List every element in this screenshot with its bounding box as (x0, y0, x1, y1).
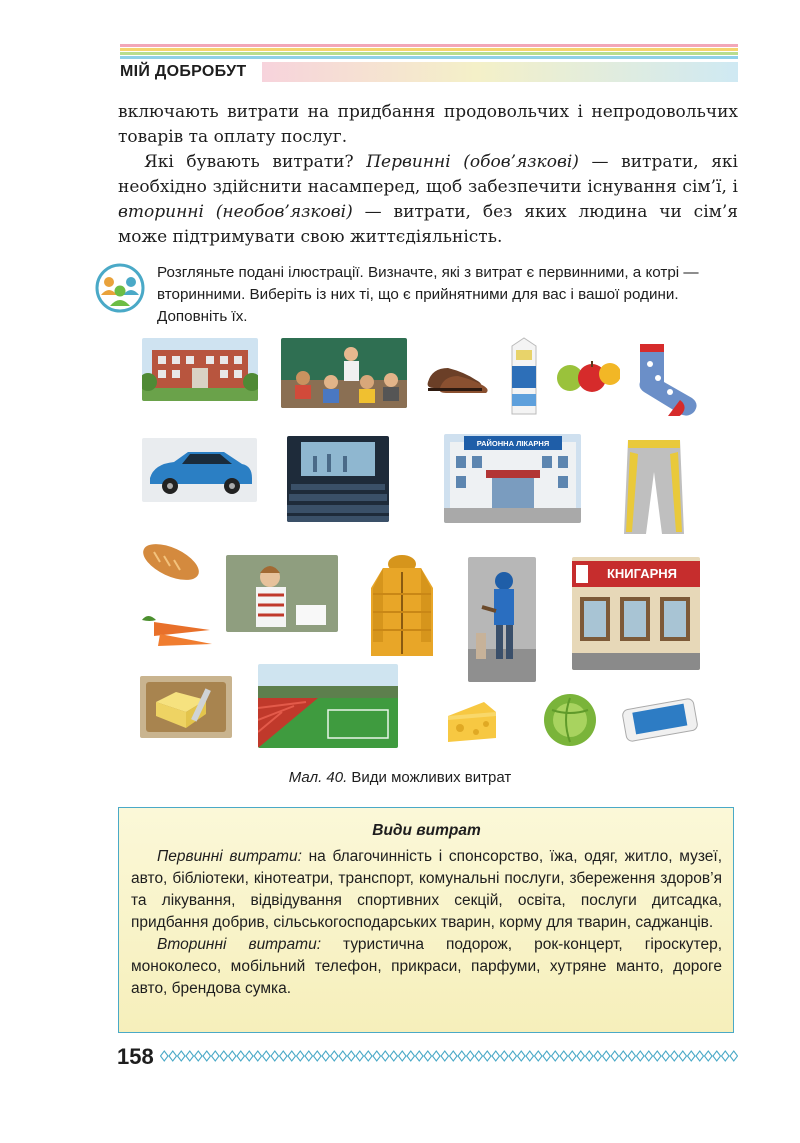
bread-image (138, 538, 204, 586)
paragraph-1: включають витрати на придбання продовольчих і непродовольчих товарів та оплату послуг. (118, 102, 738, 147)
term-primary: Первинні (обов’язкові) (366, 152, 579, 172)
primary-costs: Первинні витрати: на благочинність і спонсорство, їжа, одяг, житло, музеї, авто, бібліотеки, кінотеатри, транспорт, комунальні послуги, збереження здоров’я та лікування, відвідування спортивних секцій, освіта, послуги дитсадка, придбання добрив, сільськогосподарських тварин, корму для тварин, саджанців. (131, 848, 723, 931)
smartphone-image (620, 696, 700, 742)
section-title: МІЙ ДОБРОБУТ (120, 63, 247, 80)
butter-image (140, 676, 232, 738)
info-box-title: Види витрат (372, 822, 481, 839)
task-text: Розгляньте подані ілюстрації. Визначте, які з витрат є первинними, а котрі — вторинними. Виберіть із них ті, що є прийнятними для вас і вашої родини. Доповніть їх. (157, 264, 699, 325)
school-image (142, 338, 258, 401)
shoes-image (426, 356, 492, 398)
carrots-image (138, 610, 216, 652)
group-task-icon (94, 262, 146, 314)
milk-image (506, 336, 542, 416)
stadium-image (258, 664, 398, 748)
sweatpants-image (620, 434, 688, 540)
hospital-image (444, 434, 581, 523)
child-planting-image (468, 557, 536, 682)
secondary-costs: Вторинні витрати: туристична подорож, рок-концерт, гіроскутер, моноколесо, мобільний телефон, прикраси, парфуми, хутряне манто, дороге авто, брендова сумка. (131, 936, 722, 997)
caption-label: Мал. 40. (288, 769, 348, 786)
body-text (118, 100, 738, 250)
embroidery-image (226, 555, 338, 632)
term-secondary: вторинні (необов’язкові) (118, 202, 353, 222)
classroom-image (281, 338, 407, 408)
footer-ornament (160, 1050, 738, 1062)
cabbage-image (540, 690, 600, 748)
header-stripes (120, 44, 738, 60)
cinema-image (287, 436, 389, 522)
car-image (142, 438, 257, 502)
bookstore-image (572, 557, 700, 670)
page-number: 158 (117, 1044, 154, 1069)
bookstore-sign: КНИГАРНЯ (606, 566, 678, 581)
apples-image (556, 358, 620, 394)
hospital-sign: РАЙОННА ЛІКАРНЯ (476, 439, 550, 448)
figure-caption: Мал. 40. Види можливих витрат (288, 769, 512, 786)
paragraph-2: Які бувають витрати? Первинні (обов’язкові) — витрати, які необхідно здійснити насамперед, щоб забезпечити існування сім’ї, і вторинні (необов’язкові) — витрати, без яких людина чи сім’я може підтримувати свою життєдіяльність. (118, 152, 738, 247)
cheese-image (446, 698, 498, 744)
socks-image (630, 340, 702, 416)
header-bar (262, 62, 738, 82)
info-box (118, 807, 734, 1033)
jacket-image (367, 554, 437, 658)
